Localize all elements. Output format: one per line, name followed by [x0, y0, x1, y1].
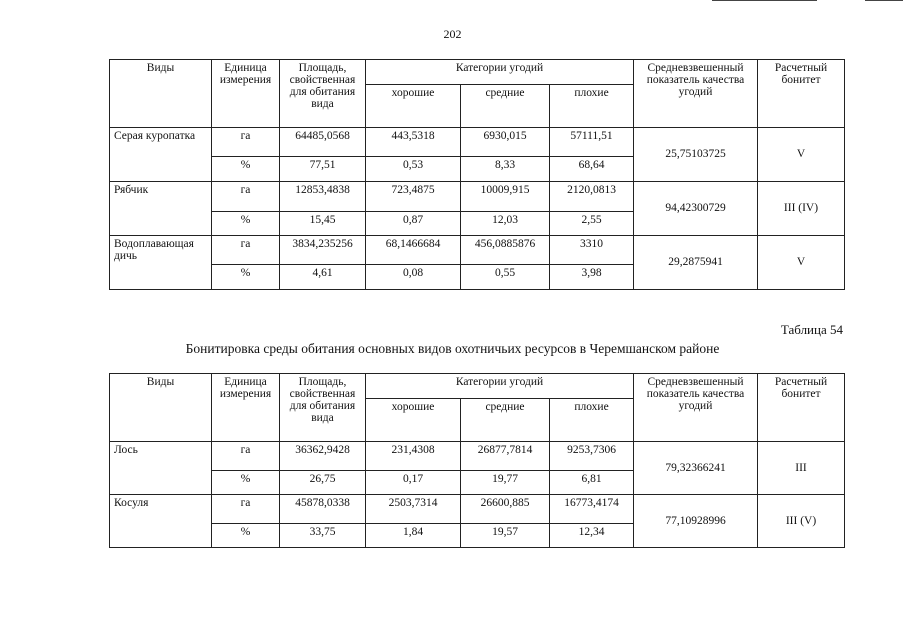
table-row: [110, 128, 845, 157]
header-bad: плохие: [550, 399, 634, 442]
header-unit: Единица измерения: [212, 374, 280, 442]
bad-cell: 3310: [550, 236, 634, 265]
bad-cell: 2,55: [550, 212, 634, 236]
area-cell: 12853,4838: [280, 182, 366, 212]
header-unit: Единица измерения: [212, 60, 280, 128]
header-categories: Категории угодий: [366, 374, 634, 399]
unit-cell: %: [212, 524, 280, 548]
area-cell: 3834,235256: [280, 236, 366, 265]
bonitet-cell: V: [758, 128, 845, 182]
table-row: [110, 236, 845, 265]
medium-cell: 6930,015: [461, 128, 550, 157]
habitat-table-1: [109, 59, 845, 290]
header-species: Виды: [110, 374, 212, 442]
unit-cell: %: [212, 265, 280, 290]
header-weighted: Средневзвешенный показатель качества угодий: [634, 374, 758, 442]
unit-cell: %: [212, 212, 280, 236]
good-cell: 2503,7314: [366, 495, 461, 524]
good-cell: 0,53: [366, 157, 461, 182]
medium-cell: 26877,7814: [461, 442, 550, 471]
area-cell: 64485,0568: [280, 128, 366, 157]
good-cell: 0,87: [366, 212, 461, 236]
bonitet-cell: III (V): [758, 495, 845, 548]
area-cell: 36362,9428: [280, 442, 366, 471]
medium-cell: 0,55: [461, 265, 550, 290]
header-bad: плохие: [550, 85, 634, 128]
good-cell: 443,5318: [366, 128, 461, 157]
habitat-table-2: [109, 373, 845, 548]
good-cell: 231,4308: [366, 442, 461, 471]
medium-cell: 26600,885: [461, 495, 550, 524]
weighted-cell: 77,10928996: [634, 495, 758, 548]
area-cell: 4,61: [280, 265, 366, 290]
bad-cell: 9253,7306: [550, 442, 634, 471]
species-name: Водоплавающая дичь: [110, 236, 212, 290]
header-area: Площадь, свойственная для обитания вида: [280, 374, 366, 442]
bad-cell: 68,64: [550, 157, 634, 182]
bad-cell: 16773,4174: [550, 495, 634, 524]
top-rule-right: [865, 0, 903, 1]
table-row: [110, 182, 845, 212]
area-cell: 26,75: [280, 471, 366, 495]
unit-cell: га: [212, 442, 280, 471]
weighted-cell: 29,2875941: [634, 236, 758, 290]
table-row: [110, 495, 845, 524]
unit-cell: га: [212, 495, 280, 524]
unit-cell: %: [212, 471, 280, 495]
species-name: Лось: [110, 442, 212, 495]
header-medium: средние: [461, 399, 550, 442]
area-cell: 33,75: [280, 524, 366, 548]
header-good: хорошие: [366, 85, 461, 128]
header-medium: средние: [461, 85, 550, 128]
medium-cell: 10009,915: [461, 182, 550, 212]
area-cell: 15,45: [280, 212, 366, 236]
header-bonitet: Расчетный бонитет: [758, 374, 845, 442]
unit-cell: га: [212, 182, 280, 212]
medium-cell: 8,33: [461, 157, 550, 182]
good-cell: 1,84: [366, 524, 461, 548]
top-rule-left: [712, 0, 817, 1]
table-number: Таблица 54: [780, 322, 843, 337]
good-cell: 723,4875: [366, 182, 461, 212]
species-name: Косуля: [110, 495, 212, 548]
species-name: Рябчик: [110, 182, 212, 236]
table-title: Бонитировка среды обитания основных видов охотничьих ресурсов в Черемшанском районе: [185, 341, 720, 356]
unit-cell: га: [212, 236, 280, 265]
medium-cell: 12,03: [461, 212, 550, 236]
header-species: Виды: [110, 60, 212, 128]
good-cell: 0,08: [366, 265, 461, 290]
unit-cell: %: [212, 157, 280, 182]
bad-cell: 6,81: [550, 471, 634, 495]
table-row: [110, 442, 845, 471]
header-weighted: Средневзвешенный показатель качества угодий: [634, 60, 758, 128]
species-name: Серая куропатка: [110, 128, 212, 182]
bad-cell: 2120,0813: [550, 182, 634, 212]
medium-cell: 456,0885876: [461, 236, 550, 265]
area-cell: 77,51: [280, 157, 366, 182]
weighted-cell: 79,32366241: [634, 442, 758, 495]
bad-cell: 12,34: [550, 524, 634, 548]
good-cell: 68,1466684: [366, 236, 461, 265]
medium-cell: 19,57: [461, 524, 550, 548]
bad-cell: 3,98: [550, 265, 634, 290]
header-good: хорошие: [366, 399, 461, 442]
header-categories: Категории угодий: [366, 60, 634, 85]
weighted-cell: 25,75103725: [634, 128, 758, 182]
header-bonitet: Расчетный бонитет: [758, 60, 845, 128]
bad-cell: 57111,51: [550, 128, 634, 157]
area-cell: 45878,0338: [280, 495, 366, 524]
good-cell: 0,17: [366, 471, 461, 495]
page-number: 202: [443, 27, 462, 41]
unit-cell: га: [212, 128, 280, 157]
medium-cell: 19,77: [461, 471, 550, 495]
bonitet-cell: V: [758, 236, 845, 290]
weighted-cell: 94,42300729: [634, 182, 758, 236]
bonitet-cell: III (IV): [758, 182, 845, 236]
bonitet-cell: III: [758, 442, 845, 495]
header-area: Площадь, свойственная для обитания вида: [280, 60, 366, 128]
